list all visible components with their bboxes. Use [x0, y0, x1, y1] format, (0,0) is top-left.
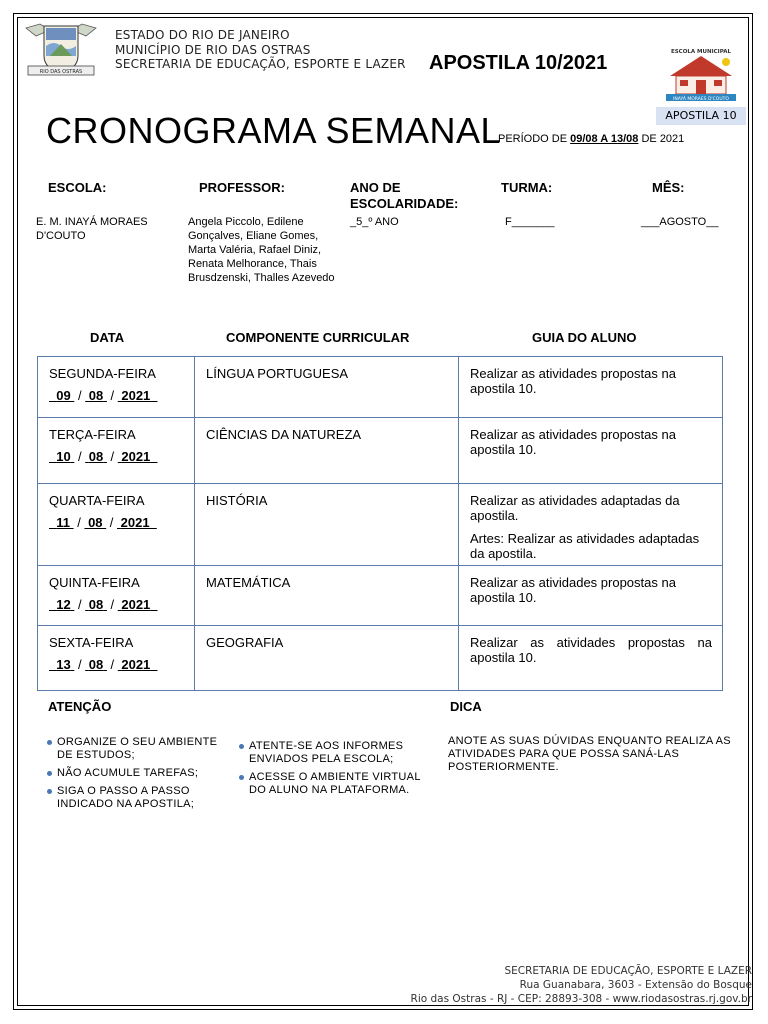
table-row — [38, 418, 723, 484]
period-prefix: PERÍODO DE — [498, 133, 571, 145]
subject-cell: GEOGRAFIA — [195, 626, 459, 691]
mes-label: MÊS: — [652, 180, 685, 195]
weekday: QUARTA-FEIRA — [49, 493, 145, 508]
date-cell — [38, 566, 195, 626]
date: 10 / 08 / 2021 — [56, 449, 151, 464]
table-row — [38, 566, 723, 626]
atencao-list-2 — [239, 740, 429, 802]
table-row — [38, 357, 723, 418]
gov-line-state: ESTADO DO RIO DE JANEIRO — [115, 28, 290, 42]
date-cell — [38, 418, 195, 484]
subject-cell: MATEMÁTICA — [195, 566, 459, 626]
period-info — [498, 133, 684, 145]
list-item: ATENTE-SE AOS INFORMES ENVIADOS PELA ESCOLA; — [239, 740, 429, 766]
footer — [411, 964, 752, 1006]
subject-cell: HISTÓRIA — [195, 484, 459, 566]
footer-contact: Rio das Ostras - RJ - CEP: 28893-308 - www.riodasostras.rj.gov.br — [410, 993, 752, 1005]
gov-line-municipality: MUNICÍPIO DE RIO DAS OSTRAS — [115, 42, 311, 57]
turma-value: F_______ — [505, 216, 555, 228]
col-header-data: DATA — [90, 330, 125, 345]
mes-value: ___AGOSTO__ — [641, 216, 719, 228]
apostila-title: APOSTILA 10/2021 — [429, 52, 608, 74]
subject-cell: CIÊNCIAS DA NATUREZA — [195, 418, 459, 484]
weekday: SEGUNDA-FEIRA — [49, 366, 156, 381]
escola-value: E. M. INAYÁ MORAES D'COUTO — [36, 216, 148, 242]
table-row — [38, 626, 723, 691]
date: 13 / 08 / 2021 — [56, 657, 151, 672]
guide-cell — [459, 418, 723, 484]
guide-text: Realizar as atividades adaptadas da apostila. — [470, 493, 680, 523]
guide-text: Realizar as atividades propostas na apostila 10. — [470, 635, 712, 665]
dica-text: ANOTE AS SUAS DÚVIDAS ENQUANTO REALIZA AS ATIVIDADES PARA QUE POSSA SANÁ-LAS POSTERIORMENTE. — [448, 735, 731, 773]
guide-cell — [459, 566, 723, 626]
subject-cell: LÍNGUA PORTUGUESA — [195, 357, 459, 418]
atencao-heading: ATENÇÃO — [48, 699, 112, 714]
period-range: 09/08 A 13/08 — [570, 133, 639, 145]
col-header-guia: GUIA DO ALUNO — [532, 330, 637, 345]
svg-text:ESCOLA MUNICIPAL: ESCOLA MUNICIPAL — [670, 49, 732, 55]
ano-label: ANO DE ESCOLARIDADE: — [350, 180, 459, 211]
footer-address: Rua Guanabara, 3603 - Extensão do Bosque — [519, 979, 752, 991]
government-header — [115, 28, 406, 72]
guide-text: Realizar as atividades propostas na apostila 10. — [470, 575, 676, 605]
date: 09 / 08 / 2021 — [56, 388, 151, 403]
guide-cell — [459, 626, 723, 691]
list-item: ORGANIZE O SEU AMBIENTE DE ESTUDOS; — [47, 736, 222, 762]
page-title: CRONOGRAMA SEMANAL — [46, 110, 502, 151]
footer-secretariat: SECRETARIA DE EDUCAÇÃO, ESPORTE E LAZER — [504, 965, 752, 977]
schedule-table — [37, 356, 723, 691]
col-header-componente: COMPONENTE CURRICULAR — [226, 330, 410, 345]
list-item: SIGA O PASSO A PASSO INDICADO NA APOSTILA; — [47, 785, 222, 811]
date-cell — [38, 484, 195, 566]
dica-heading: DICA — [450, 699, 482, 714]
date-cell — [38, 357, 195, 418]
professor-label: PROFESSOR: — [199, 180, 285, 195]
date-cell — [38, 626, 195, 691]
weekday: SEXTA-FEIRA — [49, 635, 134, 650]
list-item: ACESSE O AMBIENTE VIRTUAL DO ALUNO NA PLATAFORMA. — [239, 771, 429, 797]
professor-value: Angela Piccolo, Edilene Gonçalves, Eliane Gomes, Marta Valéria, Rafael Diniz, Renata Melhorance, Thais Brusdzenski, Thalles Azevedo — [188, 216, 335, 284]
weekday: TERÇA-FEIRA — [49, 427, 136, 442]
guide-cell — [459, 357, 723, 418]
period-suffix: DE 2021 — [638, 133, 685, 145]
svg-text:RIO DAS OSTRAS: RIO DAS OSTRAS — [39, 69, 83, 75]
municipal-crest-icon — [22, 20, 100, 82]
date: 11 / 08 / 2021 — [56, 515, 150, 530]
table-row — [38, 484, 723, 566]
guide-text-artes: Artes: Realizar as atividades adaptadas da apostila. — [470, 531, 700, 561]
atencao-list-1 — [47, 736, 222, 816]
list-item: NÃO ACUMULE TAREFAS; — [47, 767, 222, 780]
guide-cell — [459, 484, 723, 566]
guide-text: Realizar as atividades propostas na apostila 10. — [470, 427, 676, 457]
apostila-badge: APOSTILA 10 — [656, 107, 746, 125]
escola-label: ESCOLA: — [48, 180, 107, 195]
school-logo-icon — [660, 46, 742, 104]
svg-text:INAYÁ MORAES D'COUTO: INAYÁ MORAES D'COUTO — [673, 97, 729, 102]
weekday: QUINTA-FEIRA — [49, 575, 140, 590]
guide-text: Realizar as atividades propostas na apostila 10. — [470, 366, 676, 396]
turma-label: TURMA: — [501, 180, 553, 195]
gov-line-secretariat: SECRETARIA DE EDUCAÇÃO, ESPORTE E LAZER — [115, 57, 406, 71]
date: 12 / 08 / 2021 — [56, 597, 151, 612]
ano-value: _5_º ANO — [350, 216, 399, 228]
